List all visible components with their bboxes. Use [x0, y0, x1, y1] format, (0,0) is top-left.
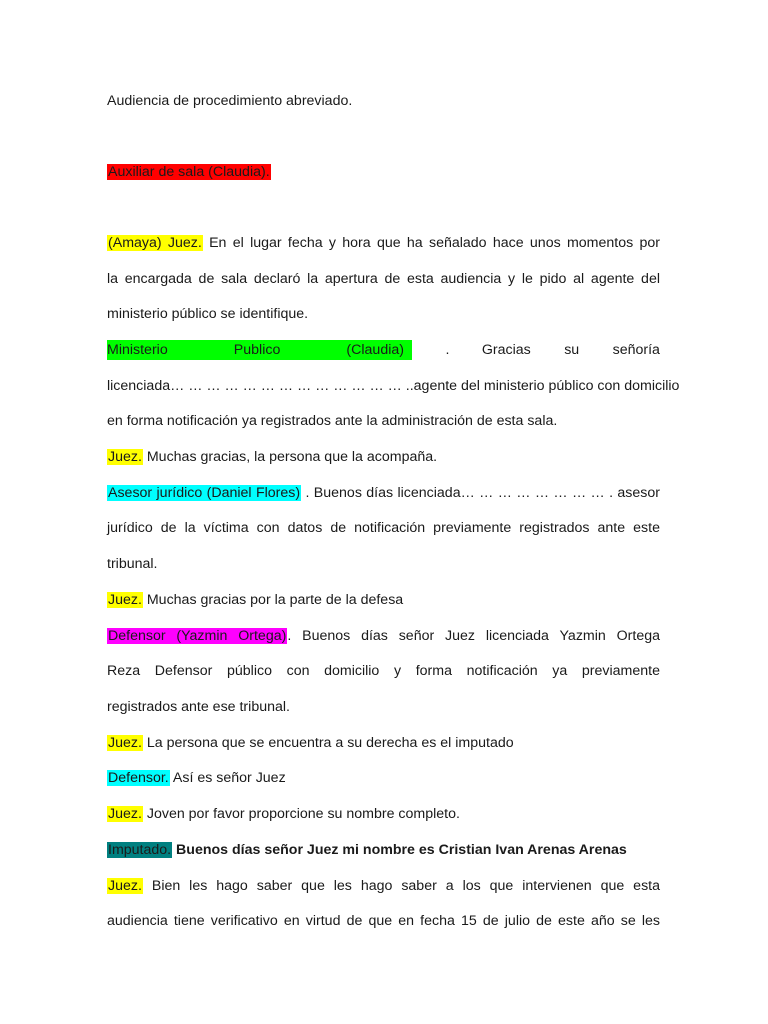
- speaker-tag-asesor: Asesor jurídico (Daniel Flores): [108, 485, 301, 501]
- speaker-tag-juez: Juez.: [108, 878, 142, 894]
- paragraph-ministerio-line-1: Ministerio Publico (Claudia) . Gracias su señoría: [107, 342, 660, 358]
- paragraph-juez-3: Juez. Muchas gracias por la parte de la defesa: [108, 592, 404, 608]
- speaker-tag-juez: Juez.: [108, 806, 142, 822]
- paragraph-ministerio-line-2: licenciada… … … … … … … … … … … … … ..agente del ministerio público con domicilio: [107, 378, 680, 394]
- speaker-tag-juez: Juez.: [108, 449, 142, 465]
- speaker-tag-imputado: Imputado.: [108, 842, 172, 858]
- speaker-tag-juez: Juez.: [108, 735, 142, 751]
- paragraph-juez-6-line-2: audiencia tiene verificativo en virtud de que en fecha 15 de julio de este año se les: [107, 913, 660, 929]
- speaker-tag-juez: Juez.: [108, 592, 142, 608]
- paragraph-defensor-line-3: registrados ante ese tribunal.: [107, 699, 290, 715]
- paragraph-juez-6-line-1: Juez. Bien les hago saber que les hago saber a los que intervienen que esta: [108, 878, 660, 894]
- speaker-tag-auxiliar: Auxiliar de sala (Claudia).: [108, 164, 270, 180]
- paragraph-juez-1-line-3: ministerio público se identifique.: [107, 306, 309, 322]
- paragraph-juez-2: Juez. Muchas gracias, la persona que la acompaña.: [108, 449, 438, 465]
- paragraph-defensor-2: Defensor. Así es señor Juez: [108, 770, 286, 786]
- paragraph-asesor-line-2: jurídico de la víctima con datos de notificación previamente registrados ante este: [107, 520, 660, 536]
- paragraph-ministerio-line-3: en forma notificación ya registrados ante la administración de esta sala.: [107, 413, 558, 429]
- paragraph-asesor-line-3: tribunal.: [107, 556, 158, 572]
- paragraph-juez-1-line-2: la encargada de sala declaró la apertura de esta audiencia y le pido al agente del: [107, 271, 660, 287]
- paragraph-defensor-line-1: Defensor (Yazmin Ortega). Buenos días señor Juez licenciada Yazmin Ortega: [108, 628, 660, 644]
- speaker-tag-juez: (Amaya) Juez.: [108, 235, 202, 251]
- auxiliar-line: [107, 162, 660, 182]
- paragraph-juez-1-line-1: (Amaya) Juez. En el lugar fecha y hora que ha señalado hace unos momentos por: [108, 235, 660, 251]
- speaker-tag-ministerio: Ministerio Publico (Claudia): [107, 340, 412, 360]
- paragraph-defensor-line-2: Reza Defensor público con domicilio y forma notificación ya previamente: [107, 663, 660, 679]
- paragraph-juez-4: Juez. La persona que se encuentra a su derecha es el imputado: [108, 735, 514, 751]
- paragraph-imputado: Imputado. Buenos días señor Juez mi nombre es Cristian Ivan Arenas Arenas: [108, 842, 627, 858]
- speaker-tag-defensor: Defensor.: [108, 770, 169, 786]
- paragraph-juez-5: Juez. Joven por favor proporcione su nombre completo.: [108, 806, 460, 822]
- document-title: Audiencia de procedimiento abreviado.: [107, 93, 353, 109]
- paragraph-asesor-line-1: Asesor jurídico (Daniel Flores) . Buenos días licenciada… … … … … … … … . asesor: [108, 485, 660, 501]
- speaker-tag-defensor: Defensor (Yazmin Ortega): [108, 628, 287, 644]
